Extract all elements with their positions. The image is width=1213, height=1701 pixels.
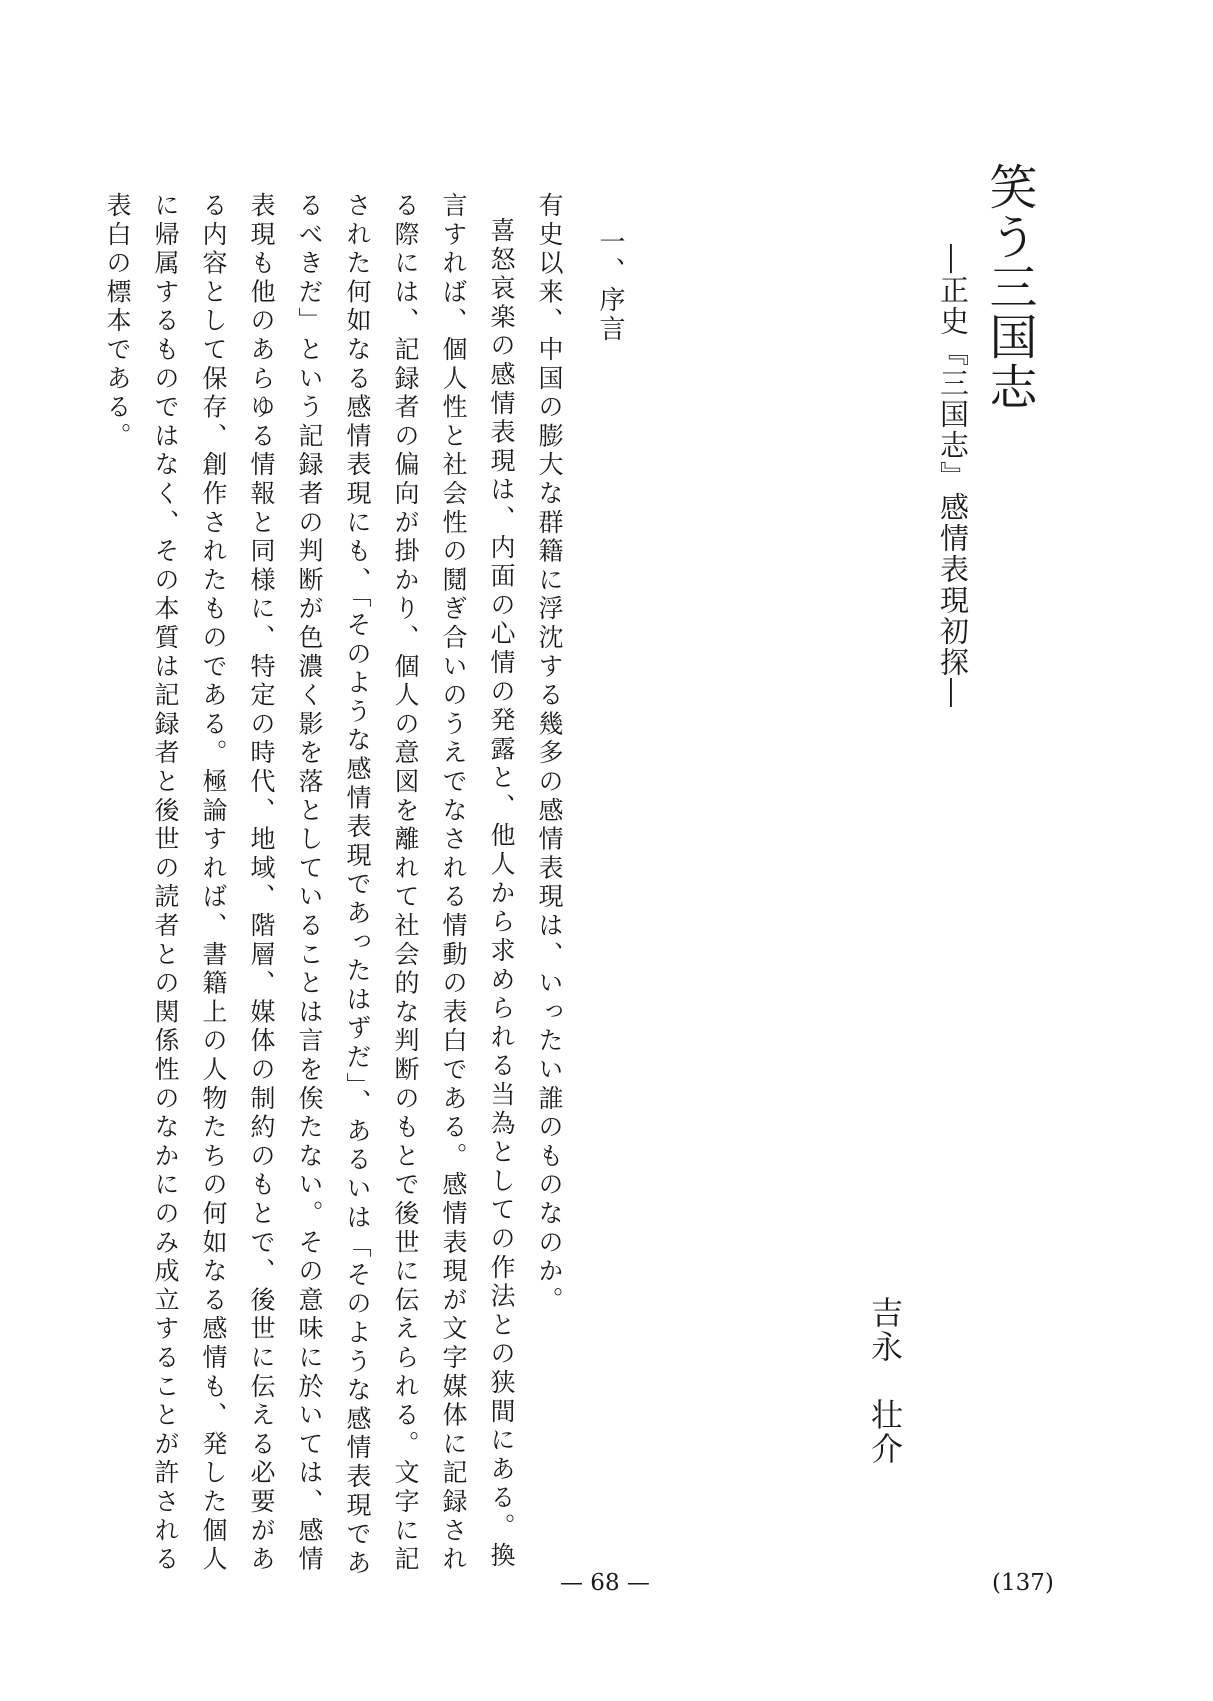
section-heading: 一、序言	[595, 228, 625, 344]
paragraph: 有史以来、中国の膨大な群籍に浮沈する幾多の感情表現は、いったい誰のものなのか。	[535, 192, 564, 1316]
paragraph: 喜怒哀楽の感情表現は、内面の心情の発露と、他人から求められる当為としての作法との狭間にある。換言すれば、個人性と社会性の鬩ぎ合いのうえでなされる情動の表白である。感情表現が文字媒体に記録される際には、記録者の偏向が掛かり、個人の意図を離れて社会的な判断のもとで後世に伝えられる。文字に記された何如なる感情表現にも、「そのような感情表現であったはずだ」、あるいは「そのような感情表現であるべきだ」という記録者の判断が色濃く影を落としていることは言を俟たない。その意味に於いては、感情表現も他のあらゆる情報と同様に、特定の時代、地域、階層、媒体の制約のもとで、後世に伝える必要がある内容として保存、創作されたものである。極論すれば、書籍上の人物たちの何如なる感情も、発した個人に帰属するものではなく、その本質は記録者と後世の読者との関係性のなかにのみ成立することが許される表白の標本である。	[103, 192, 516, 1579]
article-subtitle: ―正史『三国志』感情表現初探―	[936, 244, 970, 709]
author-name: 吉永 壮介	[866, 1296, 904, 1466]
page-number-alt: (137)	[992, 1570, 1054, 1596]
page-number: — 68 —	[560, 1570, 650, 1596]
article-title: 笑う三国志	[981, 162, 1037, 412]
body-text	[93, 192, 573, 1592]
